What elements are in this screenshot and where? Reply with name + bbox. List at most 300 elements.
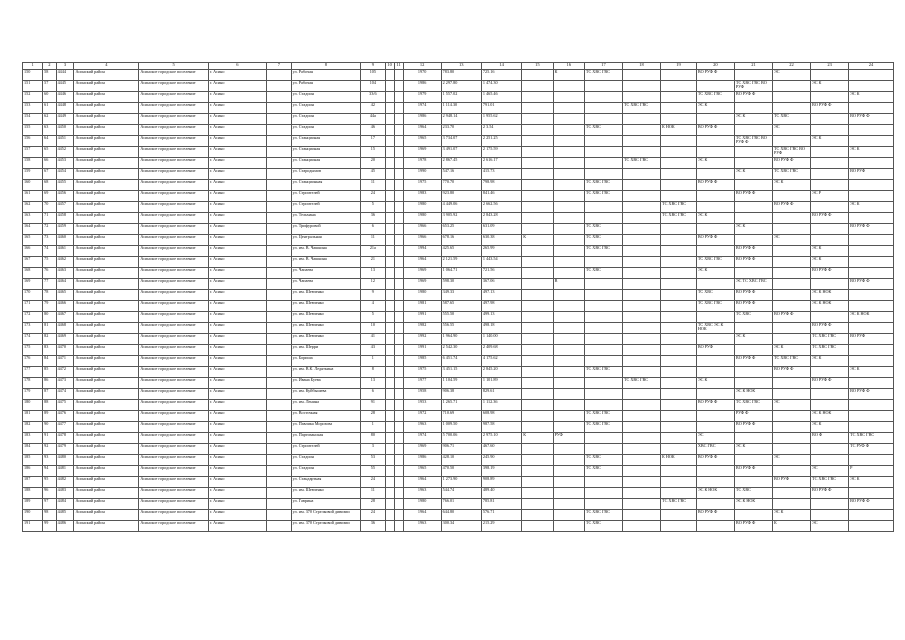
table-cell: 1992: [403, 334, 441, 345]
table-cell: [584, 158, 622, 169]
table-cell: 88: [43, 400, 56, 411]
table-cell: Асинское городское поселение: [139, 488, 208, 499]
table-cell: Асинское городское поселение: [139, 279, 208, 290]
table-cell: ВО РУФ Ф: [696, 235, 734, 246]
table-cell: [734, 180, 772, 191]
table-cell: 183: [23, 433, 43, 444]
table-cell: 4462: [56, 257, 74, 268]
table-cell: [849, 81, 894, 92]
table-cell: 4471: [56, 356, 74, 367]
table-cell: [772, 257, 810, 268]
table-row: [23, 510, 894, 521]
table-row: [23, 103, 894, 114]
table-cell: [772, 378, 810, 389]
table-cell: [267, 466, 292, 477]
table-cell: [849, 301, 894, 312]
table-cell: [385, 169, 394, 180]
table-cell: [849, 510, 894, 521]
table-cell: [622, 367, 660, 378]
column-number-1: 1: [23, 63, 43, 70]
table-cell: 398.19: [481, 466, 521, 477]
table-cell: Асинский район: [74, 279, 139, 290]
table-cell: 3 491.07: [441, 147, 481, 158]
table-cell: 6: [361, 224, 386, 235]
table-cell: Асинское городское поселение: [139, 81, 208, 92]
table-cell: ЭС: [772, 455, 810, 466]
table-cell: ТС ХВС ГВС: [811, 345, 849, 356]
table-cell: ВО РУФ Ф: [696, 125, 734, 136]
table-cell: [772, 499, 810, 510]
table-cell: [772, 213, 810, 224]
table-cell: [267, 378, 292, 389]
table-cell: Асинский район: [74, 477, 139, 488]
table-cell: ЭС К НОК: [811, 290, 849, 301]
table-cell: 96: [43, 488, 56, 499]
table-cell: [385, 345, 394, 356]
table-cell: [696, 367, 734, 378]
column-number-16: 16: [553, 63, 584, 70]
table-cell: [661, 279, 697, 290]
table-cell: [661, 334, 697, 345]
table-cell: 44a: [361, 114, 386, 125]
table-cell: 544.74: [441, 488, 481, 499]
table-cell: ул. Стадион: [291, 125, 360, 136]
table-cell: ТС ХВС: [584, 466, 622, 477]
table-cell: ЭС ТС ХВС ГВС: [734, 279, 772, 290]
table-cell: 1982: [403, 323, 441, 334]
table-cell: [553, 125, 584, 136]
table-cell: [385, 180, 394, 191]
table-cell: ТС ХВС ГВС: [849, 433, 894, 444]
table-cell: Асинское городское поселение: [139, 444, 208, 455]
table-cell: [661, 136, 697, 147]
table-cell: ВО РУФ Ф: [734, 466, 772, 477]
table-cell: 43: [361, 345, 386, 356]
table-cell: 153: [23, 103, 43, 114]
table-cell: 155: [23, 125, 43, 136]
table-cell: ВО РУФ Ф: [696, 400, 734, 411]
table-cell: [553, 268, 584, 279]
table-cell: 191: [23, 521, 43, 532]
table-cell: [696, 136, 734, 147]
table-cell: [661, 389, 697, 400]
table-cell: 13: [361, 378, 386, 389]
table-cell: [772, 466, 810, 477]
table-cell: 1970: [403, 70, 441, 81]
table-cell: [267, 422, 292, 433]
table-cell: [661, 147, 697, 158]
table-cell: 1969: [403, 444, 441, 455]
table-cell: [385, 466, 394, 477]
table-cell: [385, 268, 394, 279]
table-cell: [622, 334, 660, 345]
table-cell: ВО РУФ Ф: [734, 191, 772, 202]
table-cell: ВО РУФ Ф: [849, 279, 894, 290]
table-cell: [553, 477, 584, 488]
table-cell: г. Асино: [208, 268, 266, 279]
table-cell: 467.60: [481, 444, 521, 455]
table-row: [23, 279, 894, 290]
table-row: [23, 235, 894, 246]
table-cell: 1: [361, 356, 386, 367]
table-cell: 1966: [403, 235, 441, 246]
table-cell: 653.25: [441, 224, 481, 235]
table-cell: 53: [361, 455, 386, 466]
table-cell: ТС ХВС ГВС: [661, 213, 697, 224]
table-cell: [267, 477, 292, 488]
table-cell: 105: [361, 70, 386, 81]
table-cell: [696, 422, 734, 433]
table-cell: 4472: [56, 367, 74, 378]
table-cell: ВО РУФ Ф: [849, 389, 894, 400]
table-cell: [696, 411, 734, 422]
table-cell: Асинский район: [74, 433, 139, 444]
table-cell: 489.40: [481, 488, 521, 499]
table-cell: Асинский район: [74, 488, 139, 499]
table-cell: [661, 477, 697, 488]
table-cell: 4444: [56, 70, 74, 81]
table-cell: [385, 411, 394, 422]
table-cell: 233.70: [441, 125, 481, 136]
table-cell: [696, 114, 734, 125]
table-cell: Асинское городское поселение: [139, 158, 208, 169]
table-cell: ул. Стадион: [291, 92, 360, 103]
register-table-container: [22, 62, 894, 532]
table-cell: [394, 136, 403, 147]
table-cell: 349.33: [441, 290, 481, 301]
table-cell: ТС ХВС ГВС: [811, 477, 849, 488]
table-cell: [394, 466, 403, 477]
table-cell: Асинское городское поселение: [139, 136, 208, 147]
table-cell: 82: [43, 334, 56, 345]
table-row: [23, 147, 894, 158]
table-cell: [553, 466, 584, 477]
table-cell: г. Асино: [208, 224, 266, 235]
table-cell: ЭС К: [734, 114, 772, 125]
table-cell: [622, 345, 660, 356]
table-cell: [522, 356, 553, 367]
table-cell: [394, 510, 403, 521]
table-cell: 168: [23, 268, 43, 279]
table-cell: Асинский район: [74, 345, 139, 356]
table-cell: 62: [43, 114, 56, 125]
table-cell: 644.80: [441, 510, 481, 521]
table-cell: Асинское городское поселение: [139, 180, 208, 191]
table-cell: 770.70: [441, 180, 481, 191]
table-cell: ВО РУФ Ф: [696, 70, 734, 81]
table-cell: ул. Восточная: [291, 411, 360, 422]
table-cell: Асинское городское поселение: [139, 103, 208, 114]
table-cell: [267, 191, 292, 202]
table-row: [23, 334, 894, 345]
table-cell: [522, 70, 553, 81]
table-cell: [622, 510, 660, 521]
table-cell: [772, 411, 810, 422]
table-cell: ВО РУФ Ф: [734, 422, 772, 433]
table-cell: [553, 378, 584, 389]
table-cell: ЭС К: [772, 180, 810, 191]
table-cell: [772, 334, 810, 345]
table-cell: [696, 356, 734, 367]
table-cell: [584, 334, 622, 345]
table-row: [23, 499, 894, 510]
table-cell: г. Асино: [208, 235, 266, 246]
table-cell: 245.90: [481, 455, 521, 466]
table-cell: [622, 81, 660, 92]
table-cell: [772, 103, 810, 114]
table-cell: 1964: [403, 477, 441, 488]
table-cell: [522, 323, 553, 334]
table-cell: [696, 334, 734, 345]
table-cell: 1986: [403, 81, 441, 92]
table-cell: [385, 103, 394, 114]
column-number-8: 8: [291, 63, 360, 70]
table-cell: [394, 334, 403, 345]
table-cell: 2 843.28: [481, 213, 521, 224]
table-cell: [267, 92, 292, 103]
table-cell: 1 064.71: [441, 268, 481, 279]
table-cell: 46: [361, 125, 386, 136]
table-cell: ул. им. Шевченко: [291, 312, 360, 323]
table-cell: [772, 301, 810, 312]
table-cell: 4478: [56, 433, 74, 444]
table-cell: [553, 345, 584, 356]
table-cell: 1990: [403, 169, 441, 180]
table-cell: [385, 290, 394, 301]
table-cell: Асинский район: [74, 378, 139, 389]
table-cell: г. Асино: [208, 499, 266, 510]
table-cell: [522, 257, 553, 268]
table-cell: 4458: [56, 213, 74, 224]
housing-register-table: [22, 62, 894, 532]
table-cell: 908.89: [481, 477, 521, 488]
table-cell: ул. Строителей: [291, 191, 360, 202]
table-cell: ТС ХВС: [734, 488, 772, 499]
table-cell: Асинское городское поселение: [139, 312, 208, 323]
table-cell: [661, 356, 697, 367]
table-cell: Асинский район: [74, 400, 139, 411]
table-cell: ТС ХВС: [772, 114, 810, 125]
table-cell: [522, 213, 553, 224]
table-row: [23, 389, 894, 400]
table-cell: [584, 345, 622, 356]
table-cell: [772, 224, 810, 235]
table-cell: [522, 268, 553, 279]
table-cell: Асинский район: [74, 213, 139, 224]
table-cell: [584, 103, 622, 114]
table-cell: 4474: [56, 389, 74, 400]
table-cell: 1965: [403, 136, 441, 147]
table-cell: 80: [43, 312, 56, 323]
table-cell: [553, 136, 584, 147]
table-cell: 1969: [403, 147, 441, 158]
table-cell: [553, 488, 584, 499]
table-cell: ВО РУФ Ф: [772, 202, 810, 213]
table-cell: 1 140.00: [481, 334, 521, 345]
table-cell: РУФ Ф: [734, 411, 772, 422]
table-cell: 4465: [56, 290, 74, 301]
table-cell: [661, 235, 697, 246]
table-cell: г. Асино: [208, 378, 266, 389]
table-cell: [385, 147, 394, 158]
table-cell: 5: [361, 312, 386, 323]
table-cell: [584, 389, 622, 400]
table-cell: 36: [361, 213, 386, 224]
table-cell: 160: [23, 180, 43, 191]
table-cell: ТС ХВС ГВС: [584, 422, 622, 433]
table-cell: 8: [361, 367, 386, 378]
table-cell: Асинский район: [74, 521, 139, 532]
table-cell: [267, 521, 292, 532]
table-cell: [772, 92, 810, 103]
table-cell: [385, 114, 394, 125]
table-cell: [811, 125, 849, 136]
table-cell: 1974: [403, 433, 441, 444]
table-cell: [394, 213, 403, 224]
table-cell: [394, 257, 403, 268]
table-cell: ул. Бориша: [291, 356, 360, 367]
table-cell: [522, 81, 553, 92]
table-cell: 21a: [361, 246, 386, 257]
table-cell: 86: [43, 378, 56, 389]
table-cell: [849, 235, 894, 246]
table-cell: [584, 169, 622, 180]
table-cell: [267, 268, 292, 279]
table-cell: [622, 411, 660, 422]
table-cell: ТС ХВС ГВС: [584, 510, 622, 521]
table-cell: Асинское городское поселение: [139, 147, 208, 158]
table-cell: [385, 224, 394, 235]
table-cell: Р: [849, 466, 894, 477]
table-cell: [696, 81, 734, 92]
table-cell: Асинский район: [74, 114, 139, 125]
table-row: [23, 191, 894, 202]
column-number-18: 18: [622, 63, 660, 70]
table-cell: [622, 202, 660, 213]
table-cell: [553, 158, 584, 169]
table-cell: [267, 279, 292, 290]
table-cell: [811, 180, 849, 191]
table-cell: 1 474.30: [481, 81, 521, 92]
table-cell: ЭС К: [811, 257, 849, 268]
table-cell: 85: [43, 367, 56, 378]
table-cell: 1975: [403, 367, 441, 378]
table-cell: г. Асино: [208, 444, 266, 455]
table-cell: Асинское городское поселение: [139, 510, 208, 521]
table-cell: [661, 169, 697, 180]
table-cell: Асинское городское поселение: [139, 202, 208, 213]
table-cell: [522, 521, 553, 532]
table-cell: ТС ХВС ГВС: [584, 411, 622, 422]
table-cell: [661, 521, 697, 532]
table-cell: 1 104.59: [441, 378, 481, 389]
table-cell: ТС ХВС: [584, 268, 622, 279]
table-cell: [385, 422, 394, 433]
table-cell: [811, 455, 849, 466]
table-cell: [849, 521, 894, 532]
table-cell: 4482: [56, 477, 74, 488]
table-cell: ул. Рабочая: [291, 70, 360, 81]
table-cell: [849, 268, 894, 279]
table-cell: ВО РУФ Ф: [772, 367, 810, 378]
table-cell: [584, 136, 622, 147]
table-cell: ул. Павлика Морозова: [291, 422, 360, 433]
table-cell: [584, 81, 622, 92]
table-cell: [385, 378, 394, 389]
table-cell: 2 616.17: [481, 158, 521, 169]
table-cell: 4476: [56, 411, 74, 422]
table-cell: 4: [361, 301, 386, 312]
table-cell: 415.73: [481, 169, 521, 180]
table-cell: [394, 235, 403, 246]
table-cell: 4483: [56, 488, 74, 499]
table-cell: 1986: [403, 114, 441, 125]
table-cell: 555.50: [441, 312, 481, 323]
table-cell: [522, 103, 553, 114]
table-cell: 906.71: [441, 444, 481, 455]
table-cell: [394, 279, 403, 290]
table-row: [23, 158, 894, 169]
table-cell: [385, 433, 394, 444]
table-cell: [772, 323, 810, 334]
table-cell: [622, 279, 660, 290]
table-cell: 1963: [403, 488, 441, 499]
table-cell: [385, 257, 394, 268]
table-cell: Асинское городское поселение: [139, 125, 208, 136]
table-cell: [522, 125, 553, 136]
table-cell: [522, 378, 553, 389]
table-cell: ВО РУФ Ф: [734, 290, 772, 301]
table-cell: 547.16: [441, 169, 481, 180]
table-cell: [385, 521, 394, 532]
table-cell: ул. им. Шерри: [291, 345, 360, 356]
column-number-4: 4: [74, 63, 139, 70]
table-cell: 923.80: [441, 191, 481, 202]
table-cell: 4485: [56, 510, 74, 521]
table-cell: 172: [23, 312, 43, 323]
table-cell: 265.99: [481, 246, 521, 257]
table-cell: [622, 191, 660, 202]
table-cell: 61: [43, 103, 56, 114]
table-cell: [696, 191, 734, 202]
table-cell: ТС ХВС ГВС ВО РУФ Ф: [734, 136, 772, 147]
table-cell: [584, 257, 622, 268]
table-row: [23, 345, 894, 356]
table-cell: ЭС: [772, 400, 810, 411]
table-cell: 89: [43, 411, 56, 422]
table-cell: 4452: [56, 147, 74, 158]
table-cell: [394, 169, 403, 180]
table-cell: 11: [361, 180, 386, 191]
table-cell: г. Асино: [208, 191, 266, 202]
table-cell: [772, 191, 810, 202]
table-cell: ул. им. Шевченко: [291, 290, 360, 301]
table-cell: 167: [23, 257, 43, 268]
table-cell: [522, 191, 553, 202]
table-cell: [661, 433, 697, 444]
table-cell: ул. им. В. Чашкина: [291, 246, 360, 257]
table-cell: 4449: [56, 114, 74, 125]
table-cell: [734, 202, 772, 213]
table-cell: г. Асино: [208, 103, 266, 114]
table-cell: [622, 444, 660, 455]
column-number-7: 7: [267, 63, 292, 70]
table-cell: [267, 345, 292, 356]
table-cell: [696, 499, 734, 510]
table-cell: [734, 213, 772, 224]
table-cell: К: [553, 70, 584, 81]
table-cell: 3 451.15: [441, 367, 481, 378]
